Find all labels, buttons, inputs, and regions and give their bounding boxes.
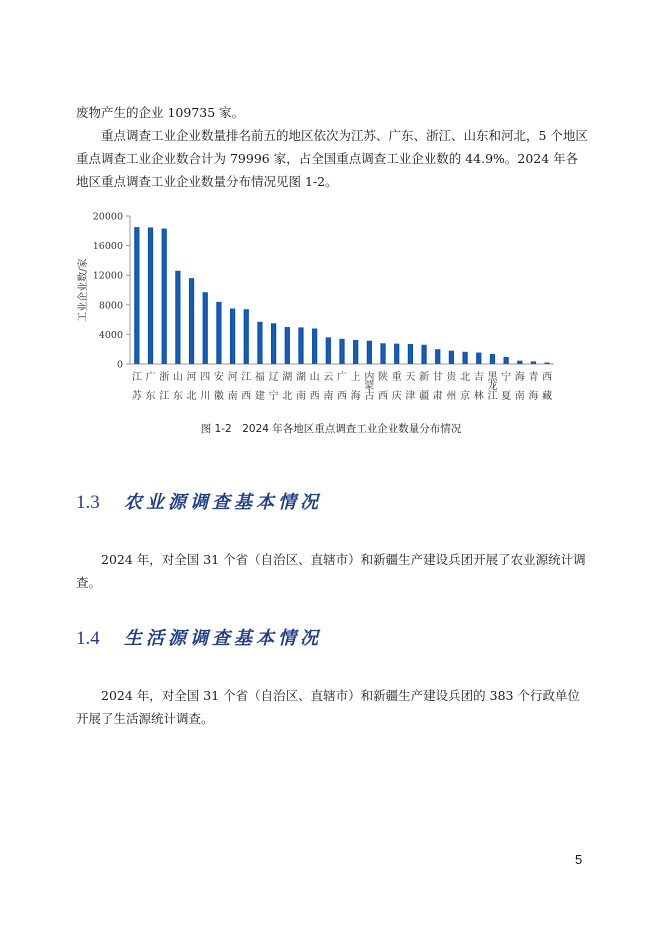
x-tick-label: 吉林 (473, 372, 484, 402)
y-tick-label: 12000 (92, 270, 123, 282)
chart-plot-area (76, 212, 554, 403)
y-tick-label: 8000 (98, 300, 123, 312)
bar-云南 (326, 337, 331, 364)
x-tick-label: 广东 (145, 372, 156, 402)
bar-天津 (408, 344, 413, 364)
section-number: 1.3 (76, 492, 100, 513)
bar-西藏 (545, 363, 550, 364)
x-tick-label: 北京 (460, 372, 471, 402)
x-tick-label: 新疆 (419, 372, 430, 402)
bar-宁夏 (504, 357, 509, 364)
bar-chart (70, 203, 570, 415)
x-tick-label: 甘肃 (432, 372, 443, 402)
x-tick-label: 海南 (514, 372, 525, 402)
x-tick-label: 黑龙江 (487, 372, 498, 402)
y-axis-label: 工业企业数/家 (78, 258, 89, 322)
bar-贵州 (449, 351, 454, 364)
x-tick-label: 上海 (350, 372, 361, 402)
bar-重庆 (394, 344, 399, 364)
x-tick-label: 西藏 (542, 372, 553, 402)
bar-福建 (257, 322, 262, 364)
y-tick-label: 0 (116, 359, 123, 371)
x-tick-label: 福建 (254, 372, 265, 402)
bar-陕西 (380, 343, 385, 364)
section-title: 农业源调查基本情况 (124, 492, 322, 513)
bar-广东 (148, 227, 153, 364)
bar-海南 (517, 361, 522, 364)
y-tick-label: 16000 (92, 241, 123, 253)
bar-上海 (353, 340, 358, 364)
x-tick-label: 湖南 (295, 372, 306, 402)
section-heading-1-3 (76, 488, 322, 514)
paragraph-intro: 废物产生的企业 109735 家。 (76, 105, 245, 120)
figure-caption: 图 1-2 2024 年各地区重点调查工业企业数量分布情况 (200, 423, 462, 435)
bar-湖南 (298, 327, 303, 364)
y-tick-label: 20000 (92, 211, 123, 223)
bar-河北 (189, 278, 194, 364)
bar-湖北 (285, 327, 290, 364)
bar-内蒙古 (367, 341, 372, 364)
bar-河南 (230, 309, 235, 365)
bar-新疆 (421, 345, 426, 364)
x-tick-label: 山西 (309, 372, 320, 402)
x-tick-label: 山东 (172, 372, 183, 402)
x-tick-label: 河南 (227, 372, 238, 402)
x-tick-label: 广西 (337, 372, 347, 402)
x-tick-label: 安徽 (213, 372, 224, 402)
section-heading-1-4 (76, 624, 322, 650)
bar-吉林 (476, 353, 481, 364)
bar-江西 (244, 309, 249, 364)
x-tick-label: 云南 (323, 372, 334, 402)
bar-四川 (203, 292, 208, 364)
x-tick-label: 浙江 (159, 372, 170, 402)
x-tick-label: 辽宁 (268, 372, 279, 402)
x-tick-label: 重庆 (391, 372, 402, 402)
bar-辽宁 (271, 323, 276, 364)
bar-山东 (175, 271, 180, 364)
bar-山西 (312, 328, 317, 364)
x-tick-label: 贵州 (446, 372, 457, 402)
x-tick-label: 四川 (200, 372, 211, 402)
paragraph-top-regions: 重点调查工业企业数量排名前五的地区依次为江苏、广东、浙江、山东和河北，5 个地区重点调查工业企业数合计为 79996 家，占全国重点调查工业企业数的 44.9%。2024 年各地区重点调查工业企业数量分布情况见图 1-2。 (76, 128, 588, 189)
section-title: 生活源调查基本情况 (124, 628, 322, 649)
x-tick-label: 内蒙古 (364, 372, 375, 402)
y-tick-label: 4000 (98, 329, 123, 341)
page-number: 5 (575, 852, 583, 867)
x-tick-label: 湖北 (282, 372, 293, 402)
paragraph-domestic: 2024 年，对全国 31 个省（自治区、直辖市）和新疆生产建设兵团的 383 个行政单位开展了生活源统计调查。 (76, 688, 580, 726)
bar-北京 (462, 352, 467, 364)
bar-黑龙江 (490, 354, 495, 364)
bar-浙江 (162, 229, 167, 364)
x-tick-label: 青海 (528, 372, 539, 402)
section-number: 1.4 (76, 628, 100, 649)
x-tick-label: 陕西 (378, 372, 389, 402)
x-tick-label: 宁夏 (501, 372, 512, 402)
paragraph-agriculture: 2024 年，对全国 31 个省（自治区、直辖市）和新疆生产建设兵团开展了农业源统计调查。 (76, 552, 586, 590)
bar-青海 (531, 361, 536, 364)
x-tick-label: 江西 (241, 372, 252, 402)
bar-安徽 (216, 302, 221, 364)
bar-广西 (339, 339, 344, 364)
x-tick-label: 天津 (405, 372, 416, 402)
x-tick-label: 江苏 (131, 372, 142, 402)
bar-甘肃 (435, 349, 440, 364)
bar-江苏 (134, 227, 139, 364)
x-tick-label: 河北 (186, 372, 197, 402)
